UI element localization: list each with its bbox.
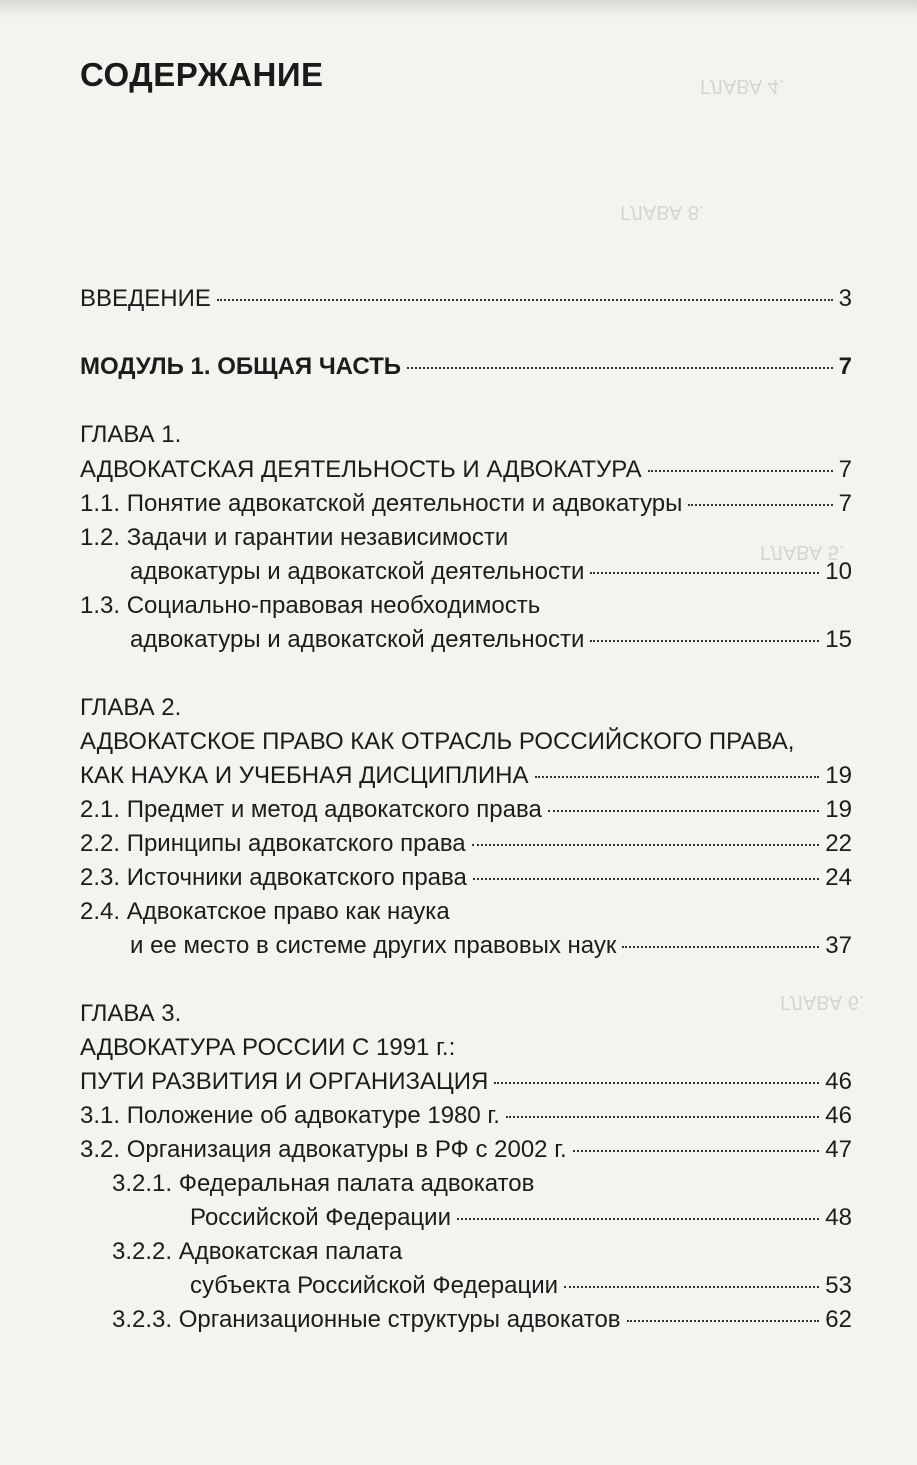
- dot-leader: [494, 1082, 819, 1084]
- toc-chapter: [80, 1033, 852, 1063]
- toc-section: [80, 829, 852, 859]
- toc-subsection: [112, 1237, 852, 1267]
- toc-entry-title: ВВЕДЕНИЕ: [80, 285, 211, 312]
- toc-entry-title: ГЛАВА 1.: [80, 421, 182, 448]
- toc-entry-page: 24: [825, 864, 852, 891]
- dot-leader: [627, 1320, 820, 1322]
- toc-entry-title: и ее место в системе других правовых наук: [130, 932, 617, 959]
- toc-subsection: [112, 1169, 852, 1199]
- toc-entry-page: 22: [825, 830, 852, 857]
- toc-chapter: [80, 727, 852, 757]
- toc-entry-title: 1.3. Социально-правовая необходимость: [80, 592, 541, 619]
- toc-entry-page: 15: [825, 626, 852, 653]
- dot-leader: [648, 470, 833, 472]
- dot-leader: [564, 1286, 819, 1288]
- dot-leader: [473, 878, 819, 880]
- toc-section: [80, 1135, 852, 1165]
- toc-entry-title: 2.4. Адвокатское право как наука: [80, 898, 450, 925]
- bleed-through: ГЛАВА 4.: [700, 75, 785, 97]
- toc-entry-title: КАК НАУКА И УЧЕБНАЯ ДИСЦИПЛИНА: [80, 762, 529, 789]
- toc-entry-title: 3.2.3. Организационные структуры адвокатов: [112, 1306, 621, 1333]
- toc-entry-page: 46: [825, 1102, 852, 1129]
- dot-leader: [573, 1150, 820, 1152]
- dot-leader: [548, 810, 819, 812]
- toc-entry-title: АДВОКАТСКАЯ ДЕЯТЕЛЬНОСТЬ И АДВОКАТУРА: [80, 456, 642, 483]
- toc-entry-title: 2.3. Источники адвокатского права: [80, 864, 467, 891]
- toc-entry-title: субъекта Российской Федерации: [190, 1272, 559, 1299]
- toc-entry-title: 3.1. Положение об адвокатуре 1980 г.: [80, 1102, 500, 1129]
- toc-section: [80, 897, 852, 927]
- toc-entry-page: 46: [825, 1068, 852, 1095]
- dot-leader: [590, 640, 819, 642]
- toc-entry-title: 2.1. Предмет и метод адвокатского права: [80, 796, 542, 823]
- toc-section: [80, 523, 852, 553]
- toc-entry-page: 19: [825, 762, 852, 789]
- toc-entry-title: АДВОКАТСКОЕ ПРАВО КАК ОТРАСЛЬ РОССИЙСКОГО ПРАВА,: [80, 728, 795, 755]
- toc-chapter: [80, 455, 852, 485]
- toc-chapter-label: [80, 999, 852, 1029]
- toc-entry-page: 7: [838, 456, 852, 483]
- toc-module: [80, 352, 852, 382]
- toc-subsection: [112, 1305, 852, 1335]
- dot-leader: [590, 572, 819, 574]
- toc-entry-title: адвокатуры и адвокатской деятельности: [130, 626, 585, 653]
- toc-entry-title: ГЛАВА 2.: [80, 694, 182, 721]
- dot-leader: [506, 1116, 819, 1118]
- toc-section-continued: [130, 557, 852, 587]
- toc-chapter-label: [80, 420, 852, 450]
- toc-section: [80, 863, 852, 893]
- toc-entry-title: Российской Федерации: [190, 1204, 451, 1231]
- toc-entry-page: 7: [838, 490, 852, 517]
- toc-section-continued: [130, 931, 852, 961]
- toc-chapter: [80, 1067, 852, 1097]
- dot-leader: [622, 946, 819, 948]
- toc-entry-page: 3: [838, 285, 852, 312]
- toc-entry-page: 47: [825, 1136, 852, 1163]
- toc-entry: [80, 284, 852, 314]
- toc-chapter-label: [80, 693, 852, 723]
- toc-section: [80, 489, 852, 519]
- dot-leader: [407, 367, 833, 369]
- toc-entry-title: ГЛАВА 3.: [80, 1000, 182, 1027]
- toc-entry-title: 2.2. Принципы адвокатского права: [80, 830, 466, 857]
- dot-leader: [535, 776, 820, 778]
- toc-entry-title: 3.2. Организация адвокатуры в РФ с 2002 г.: [80, 1136, 567, 1163]
- dot-leader: [217, 299, 833, 301]
- toc-entry-page: 62: [825, 1306, 852, 1333]
- toc-subsection-continued: [190, 1203, 852, 1233]
- page-top-edge: [0, 0, 917, 18]
- toc-entry-page: 7: [838, 353, 852, 380]
- toc-entry-page: 48: [825, 1204, 852, 1231]
- toc-entry-title: АДВОКАТУРА РОССИИ С 1991 г.:: [80, 1034, 456, 1061]
- toc-entry-page: 53: [825, 1272, 852, 1299]
- dot-leader: [688, 504, 832, 506]
- toc-entry-title: 1.1. Понятие адвокатской деятельности и адвокатуры: [80, 490, 683, 517]
- toc-entry-page: 19: [825, 796, 852, 823]
- toc-entry-title: 3.2.1. Федеральная палата адвокатов: [112, 1170, 535, 1197]
- toc-section: [80, 1101, 852, 1131]
- bleed-through: ГЛАВА 8.: [620, 201, 705, 223]
- toc-chapter: [80, 761, 852, 791]
- toc-entry-title: 1.2. Задачи и гарантии независимости: [80, 524, 509, 551]
- toc-entry-title: МОДУЛЬ 1. ОБЩАЯ ЧАСТЬ: [80, 353, 402, 380]
- toc-entry-page: 37: [825, 932, 852, 959]
- dot-leader: [457, 1218, 819, 1220]
- toc-entry-title: адвокатуры и адвокатской деятельности: [130, 558, 585, 585]
- bleed-through: ГЛАВА 6.: [780, 991, 865, 1013]
- toc-entry-page: 10: [825, 558, 852, 585]
- dot-leader: [472, 844, 820, 846]
- page-title: СОДЕРЖАНИЕ: [80, 56, 324, 93]
- bleed-through: ГЛАВА 5.: [760, 541, 845, 563]
- toc-subsection-continued: [190, 1271, 852, 1301]
- toc-section: [80, 591, 852, 621]
- toc-entry-title: ПУТИ РАЗВИТИЯ И ОРГАНИЗАЦИЯ: [80, 1068, 489, 1095]
- toc-section-continued: [130, 625, 852, 655]
- toc-section: [80, 795, 852, 825]
- toc-entry-title: 3.2.2. Адвокатская палата: [112, 1238, 403, 1265]
